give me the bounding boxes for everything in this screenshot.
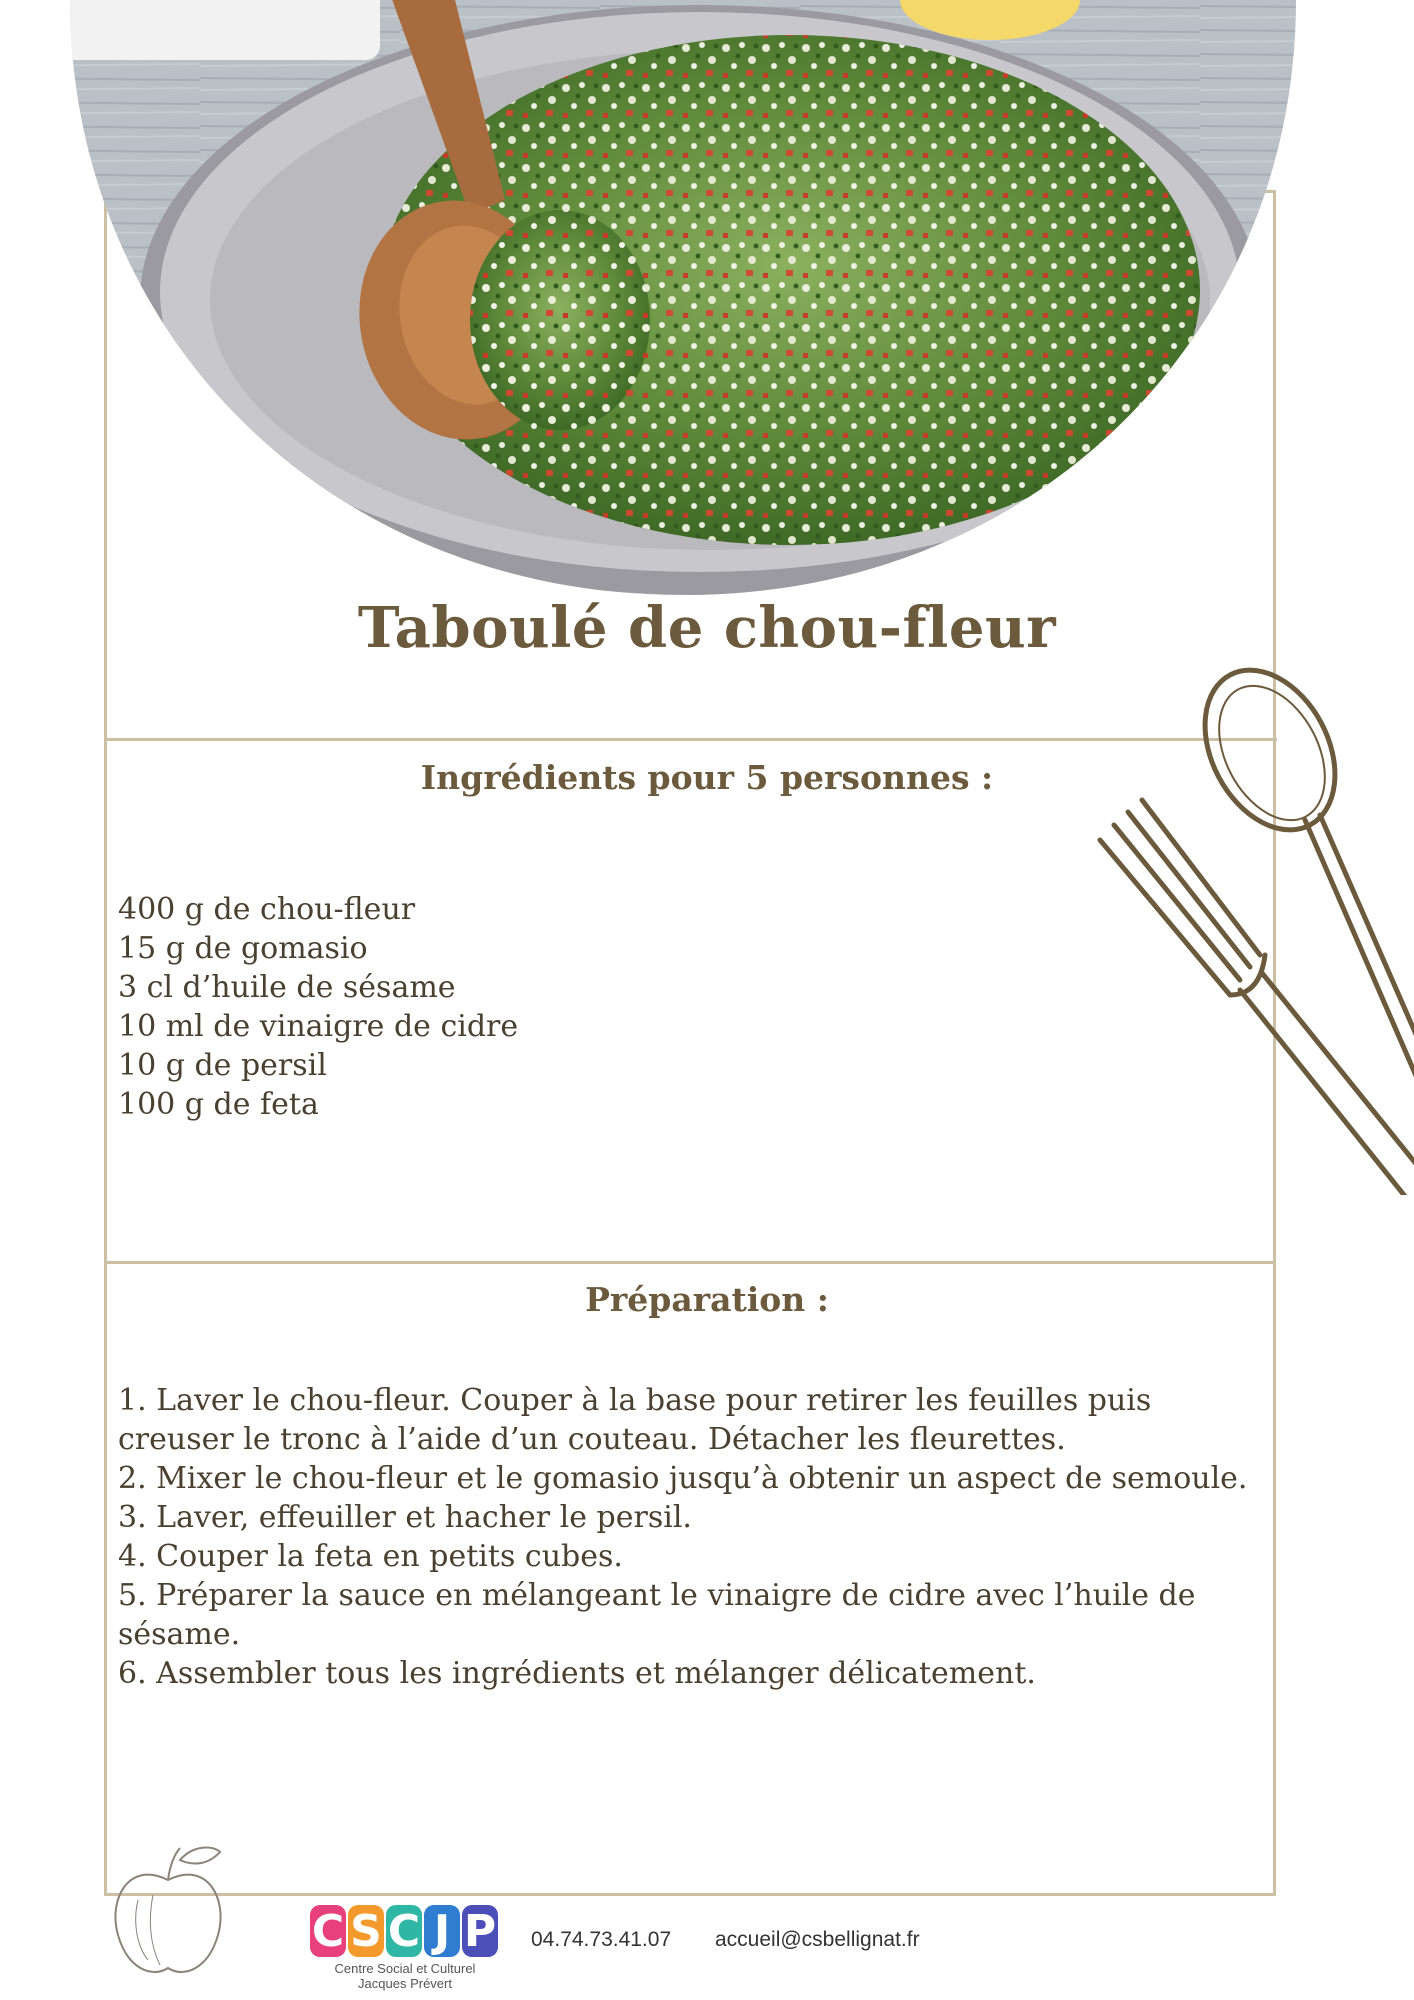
preparation-heading: Préparation : — [585, 1280, 829, 1319]
preparation-step: 6. Assembler tous les ingrédients et mélanger délicatement. — [118, 1656, 1036, 1691]
ingredient-item: 10 g de persil — [118, 1048, 327, 1083]
logo-letter: C — [311, 1905, 345, 1957]
fork-spoon-icon — [1090, 655, 1414, 1195]
divider-preparation — [107, 1261, 1274, 1264]
logo-line-1: Centre Social et Culturel — [334, 1961, 476, 1976]
preparation-step: 2. Mixer le chou-fleur et le gomasio jusqu’à obtenir un aspect de semoule. — [118, 1461, 1248, 1496]
logo-letter: C — [387, 1905, 421, 1957]
preparation-step: 5. Préparer la sauce en mélangeant le vinaigre de cidre avec l’huile de sésame. — [118, 1578, 1196, 1652]
hero-taboule-image — [0, 0, 1414, 600]
ingredient-item: 100 g de feta — [118, 1087, 319, 1122]
ingredient-item: 3 cl d’huile de sésame — [118, 970, 456, 1005]
apple-icon — [108, 1840, 228, 1980]
phone-number: 04.74.73.41.07 — [531, 1928, 672, 1951]
preparation-step: 4. Couper la feta en petits cubes. — [118, 1539, 623, 1574]
logo-letter: S — [348, 1905, 384, 1957]
ingredient-item: 400 g de chou-fleur — [118, 892, 416, 927]
logo-line-2: Jacques Prévert — [358, 1976, 452, 1991]
preparation-step: 3. Laver, effeuiller et hacher le persil. — [118, 1500, 692, 1535]
recipe-title: Taboulé de chou-fleur — [357, 595, 1057, 661]
ingredient-item: 10 ml de vinaigre de cidre — [118, 1009, 519, 1044]
email-address[interactable]: accueil@csbellignat.fr — [715, 1928, 920, 1951]
ingredients-heading: Ingrédients pour 5 personnes : — [420, 758, 994, 797]
preparation-steps — [118, 1381, 1268, 1693]
preparation-step: 1. Laver le chou-fleur. Couper à la base pour retirer les feuilles puis creuser le tronc à l’aide d’un couteau. Détacher les fleurettes. — [118, 1383, 1152, 1457]
ingredient-item: 15 g de gomasio — [118, 931, 368, 966]
cscjp-logo — [310, 1905, 510, 1995]
ingredients-list — [118, 890, 518, 1124]
logo-letter: J — [424, 1905, 460, 1957]
logo-subtitle — [310, 1961, 500, 1991]
logo-letter: P — [463, 1905, 497, 1957]
